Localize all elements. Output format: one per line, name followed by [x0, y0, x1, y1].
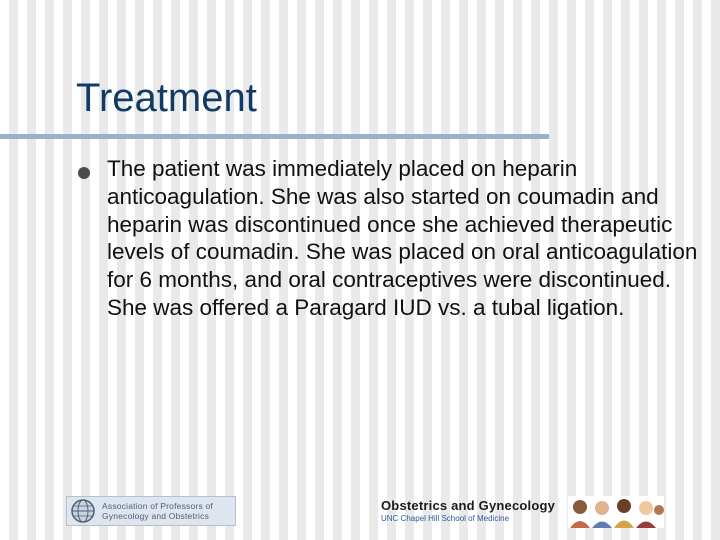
slide-title: Treatment	[76, 76, 257, 120]
unc-logo-title: Obstetrics and Gynecology	[381, 498, 556, 513]
globe-seal-icon	[70, 498, 96, 524]
title-divider	[0, 134, 549, 139]
apgo-logo	[66, 496, 236, 526]
bullet-text: The patient was immediately placed on heparin anticoagulation. She was also started on coumadin and heparin was discontinued once she achieved therapeutic levels of coumadin. She was placed on oral anticoagulation for 6 months, and oral contraceptives were discontinued. She was offered a Paragard IUD vs. a tubal ligation.	[107, 156, 698, 320]
bullet-icon	[78, 167, 90, 179]
apgo-logo-line2: Gynecology and Obstetrics	[102, 511, 210, 521]
unc-obgyn-logo	[378, 496, 668, 528]
people-photos-image	[568, 496, 664, 528]
unc-logo-subtitle: UNC Chapel Hill School of Medicine	[381, 514, 510, 523]
apgo-logo-line1: Association of Professors of	[102, 501, 213, 511]
